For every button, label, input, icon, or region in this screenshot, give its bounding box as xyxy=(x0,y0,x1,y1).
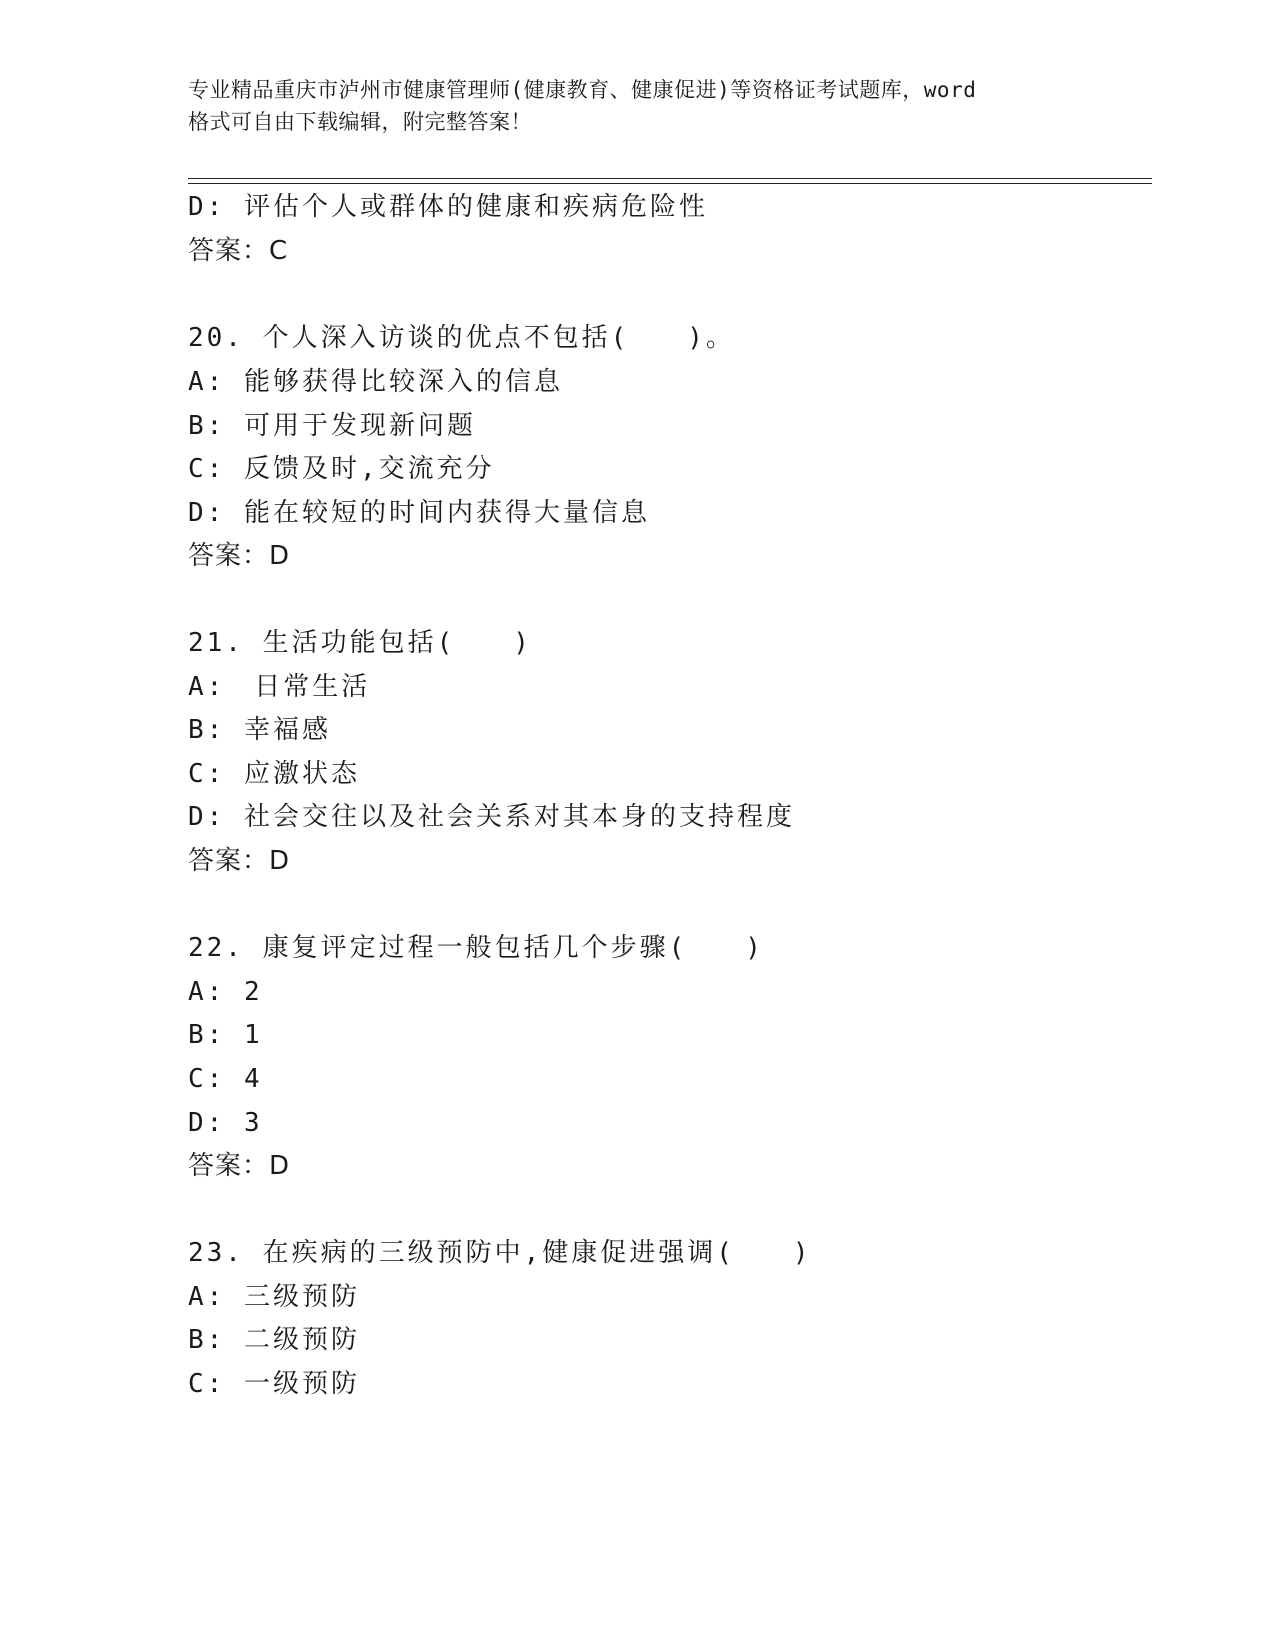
question-22-stem: 22. 康复评定过程一般包括几个步骤( ) xyxy=(188,933,764,963)
question-23-option-b: B: 二级预防 xyxy=(188,1325,360,1355)
document-header xyxy=(188,74,1088,138)
question-22-option-a: A: 2 xyxy=(188,977,263,1007)
question-21-answer: 答案：D xyxy=(188,846,291,876)
question-22-answer: 答案：D xyxy=(188,1151,291,1181)
question-21-stem: 21. 生活功能包括( ) xyxy=(188,628,532,658)
header-line-2: 格式可自由下载编辑，附完整答案！ xyxy=(188,110,532,134)
question-22-option-c: C: 4 xyxy=(188,1064,263,1094)
question-21-option-c: C: 应激状态 xyxy=(188,759,360,789)
question-20-stem: 20. 个人深入访谈的优点不包括( )。 xyxy=(188,323,735,353)
header-line-1: 专业精品重庆市泸州市健康管理师(健康教育、健康促进)等资格证考试题库，word xyxy=(188,78,977,102)
question-21-option-b: B: 幸福感 xyxy=(188,715,331,745)
question-21-option-a: A: 日常生活 xyxy=(188,672,371,702)
question-23-option-a: A: 三级预防 xyxy=(188,1282,360,1312)
question-20-option-b: B: 可用于发现新问题 xyxy=(188,411,476,441)
prev-answer: 答案：C xyxy=(188,236,289,266)
question-20-option-a: A: 能够获得比较深入的信息 xyxy=(188,367,563,397)
question-22-option-d: D: 3 xyxy=(188,1108,263,1138)
question-23-option-c: C: 一级预防 xyxy=(188,1369,360,1399)
question-23-stem: 23. 在疾病的三级预防中,健康促进强调( ) xyxy=(188,1238,812,1268)
question-22-option-b: B: 1 xyxy=(188,1020,263,1050)
header-divider-top xyxy=(188,178,1152,179)
header-divider-bottom xyxy=(188,183,1152,184)
question-20-answer: 答案：D xyxy=(188,541,291,571)
question-21-option-d: D: 社会交往以及社会关系对其本身的支持程度 xyxy=(188,802,795,832)
question-20-option-d: D: 能在较短的时间内获得大量信息 xyxy=(188,498,650,528)
prev-option-d: D: 评估个人或群体的健康和疾病危险性 xyxy=(188,192,708,222)
question-20-option-c: C: 反馈及时,交流充分 xyxy=(188,454,495,484)
